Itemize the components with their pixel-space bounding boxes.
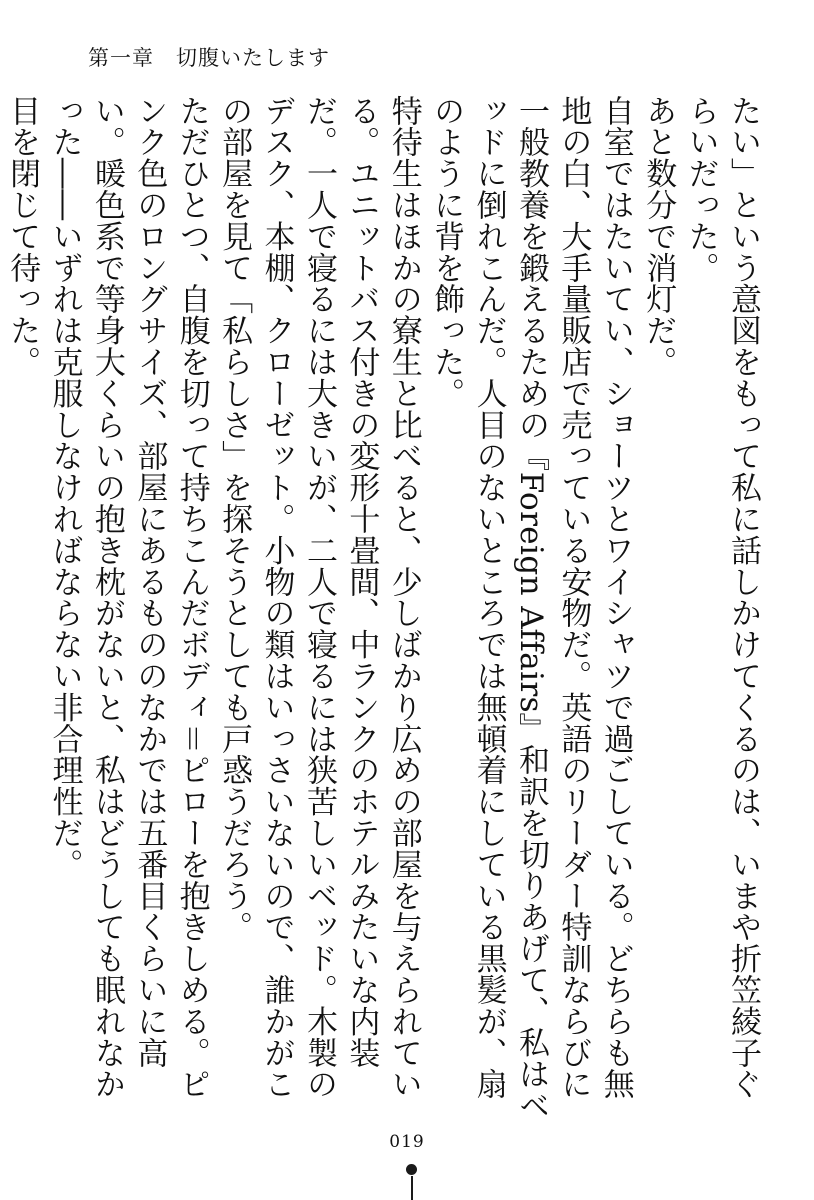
chapter-header: 第一章 切腹いたします	[88, 46, 330, 70]
page-number: 019	[389, 1132, 425, 1152]
paragraph-6: 目を閉じて待った。	[4, 95, 41, 378]
paragraph-1: たい」という意図をもって私に話しかけてくるのは、いまや折笠綾子ぐらいだった。	[682, 95, 761, 1100]
page-ornament-icon	[405, 1160, 419, 1200]
paragraph-5: ただひとつ、自腹を切って持ちこんだボディ＝ピローを抱きしめる。ピンク色のロングサイズ、部屋にあるもののなかでは五番目くらいに高い。暖色系で等身大くらいの抱き枕がないと、私はどうしても眠れなかった――いずれは克服しなければならない非合理性だ。	[46, 95, 210, 1100]
ornament-line	[411, 1176, 413, 1200]
main-text-column	[4, 95, 764, 1125]
paragraph-3: 自室ではたいてい、ショーツとワイシャツで過ごしている。どちらも無地の白、大手量販店で売っている安物だ。英語のリーダー特訓ならびに一般教養を鍛えるための『Foreign Affairs』和訳を切りあげて、私はベッドに倒れこんだ。人目のないところでは無頓着にしている黒髪が、扇のように背を飾った。	[428, 95, 634, 1122]
paragraph-2: あと数分で消灯だ。	[640, 95, 677, 378]
paragraph-7	[0, 95, 1, 1125]
ornament-dot	[406, 1164, 417, 1175]
paragraph-4: 特待生はほかの寮生と比べると、少しばかり広めの部屋を与えられている。ユニットバス付きの変形十畳間、中ランクのホテルみたいな内装だ。一人で寝るには大きいが、二人で寝るには狭苦しいベッド。木製のデスク、本棚、クローゼット。小物の類はいっさいないので、誰かがこの部屋を見て「私らしさ」を探そうとしても戸惑うだろう。	[216, 95, 422, 1100]
